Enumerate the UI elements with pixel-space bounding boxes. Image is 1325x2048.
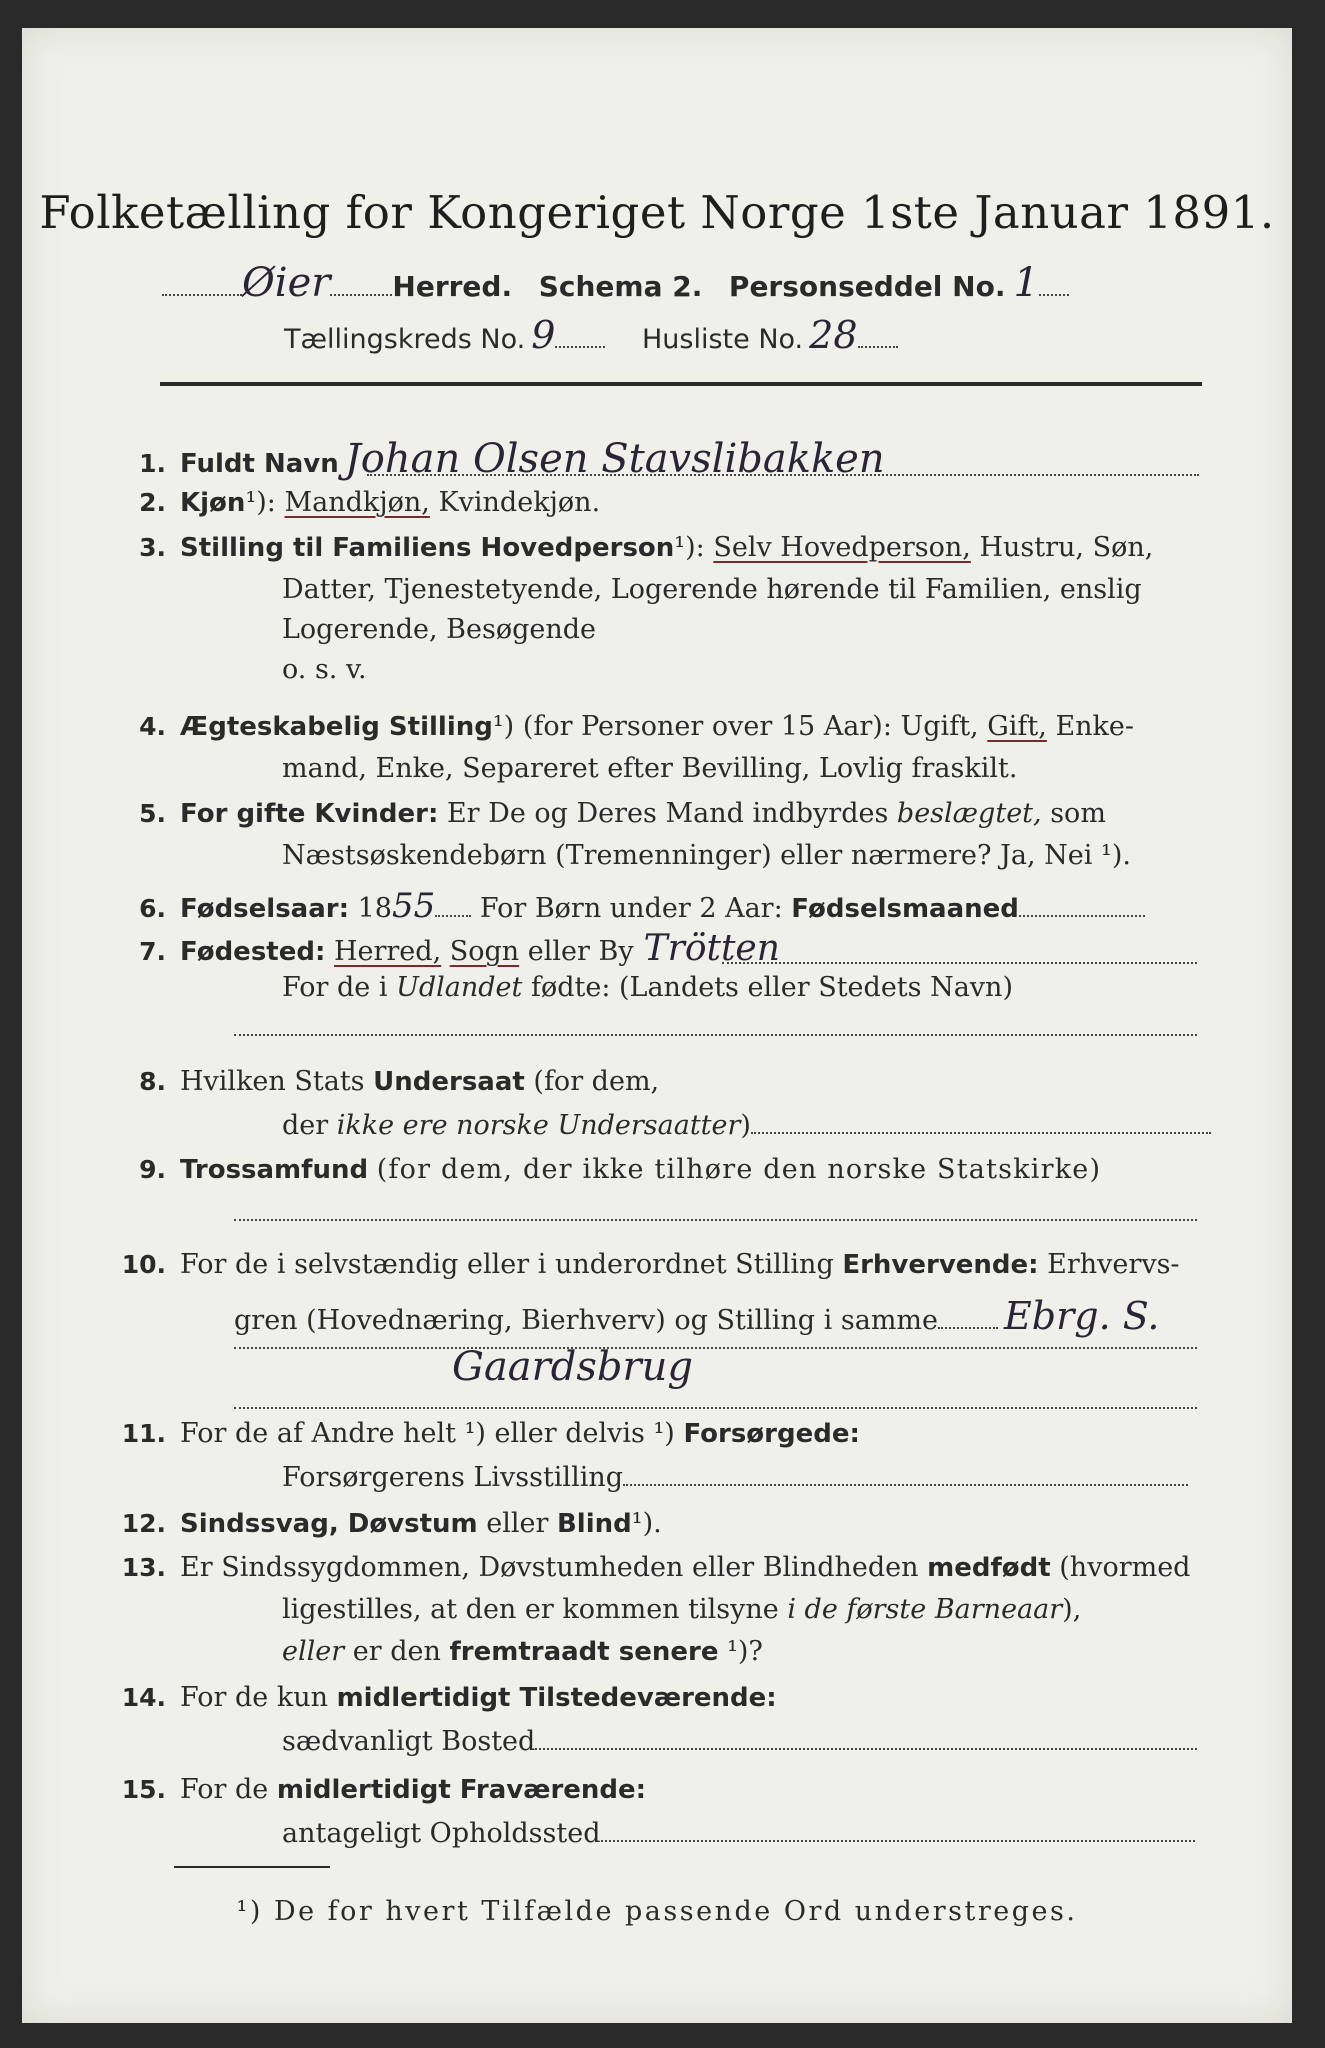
- husliste-value: 28: [809, 313, 858, 357]
- temp-absent-text: For de: [180, 1774, 269, 1805]
- abroad-line: [234, 1033, 1197, 1036]
- field-11: [114, 1418, 860, 1449]
- supported-label: Forsørgede:: [683, 1419, 860, 1449]
- field-13-number: 13.: [121, 1553, 166, 1582]
- field-8-number: 8.: [139, 1067, 166, 1096]
- field-15: [114, 1774, 646, 1805]
- personseddel-value: 1: [1013, 260, 1039, 306]
- family-position-sup: ¹):: [674, 532, 705, 563]
- footnote-rule: [174, 1866, 330, 1868]
- header-rule: [160, 382, 1202, 386]
- field-2: [114, 487, 600, 518]
- sex-label: Kjøn: [180, 488, 246, 518]
- family-position-selected: Selv Hovedperson,: [713, 532, 971, 563]
- temp-present-label: midlertidigt Tilstedeværende:: [336, 1683, 777, 1713]
- congenital-label: medfødt: [927, 1553, 1051, 1583]
- field-3-line2: Datter, Tjenestetyende, Logerende hørende til Familien, enslig: [282, 574, 1142, 605]
- field-1-number: 1.: [139, 449, 166, 478]
- marital-status-label: Ægteskabelig Stilling: [180, 712, 493, 742]
- congenital-line2a: ligestilles, at den er kommen tilsyne: [282, 1594, 779, 1625]
- birthplace-value: Trötten: [643, 928, 780, 969]
- field-11-number: 11.: [121, 1419, 166, 1448]
- abroad-italic: Udlandet: [396, 972, 523, 1003]
- field-10-number: 10.: [121, 1250, 166, 1279]
- personseddel-label: Personseddel No.: [728, 270, 1006, 303]
- married-women-text: Er De og Deres Mand indbyrdes: [446, 798, 889, 829]
- census-form-page: [22, 28, 1292, 2023]
- congenital-text2: (hvormed: [1059, 1552, 1191, 1583]
- taellingskreds-value: 9: [531, 313, 556, 357]
- field-9-number: 9.: [139, 1155, 166, 1184]
- birthplace-by-text: eller By: [527, 936, 634, 967]
- taellingskreds-label: Tællingskreds No.: [284, 324, 526, 355]
- field-5-number: 5.: [139, 799, 166, 828]
- marital-status-selected: Gift,: [987, 711, 1047, 742]
- field-14: [114, 1682, 777, 1713]
- field-12-number: 12.: [121, 1509, 166, 1538]
- congenital-line3-label: fremtraadt senere: [449, 1637, 719, 1667]
- congenital-line3-italic: eller: [282, 1636, 345, 1667]
- occupation-line-1: [234, 1346, 1197, 1349]
- field-4: [114, 711, 1134, 742]
- married-women-label: For gifte Kvinder:: [180, 799, 439, 829]
- footnote: ¹) De for hvert Tilfælde passende Ord understreges.: [236, 1896, 1078, 1927]
- religion-text: (for dem, der ikke tilhøre den norske Statskirke): [376, 1154, 1102, 1185]
- citizenship-der: der: [282, 1110, 329, 1141]
- occupation-label: Erhvervende:: [842, 1250, 1039, 1280]
- congenital-line2-italic: i de første Barneaar: [787, 1594, 1063, 1625]
- field-4-line2: mand, Enke, Separeret efter Bevilling, Lovlig fraskilt.: [282, 753, 1018, 784]
- congenital-line3b: ¹)?: [727, 1636, 763, 1667]
- field-10-value2: [452, 1344, 693, 1390]
- field-2-number: 2.: [139, 488, 166, 517]
- field-4-number: 4.: [139, 712, 166, 741]
- marital-status-sup: ¹): [492, 711, 515, 742]
- temp-present-text: For de kun: [180, 1682, 328, 1713]
- birthplace-sogn: Sogn: [449, 936, 520, 967]
- citizenship-text: Hvilken Stats: [180, 1066, 365, 1097]
- congenital-line2b: ),: [1062, 1594, 1082, 1625]
- field-11-line2: [282, 1462, 1188, 1493]
- congenital-line3a: er den: [352, 1636, 441, 1667]
- birth-year-prefix: 18: [357, 893, 392, 924]
- disability-end: ¹).: [631, 1508, 662, 1539]
- field-8-line2: der ikke ere norske Undersaatter): [282, 1110, 1211, 1141]
- citizenship-label: Undersaat: [373, 1067, 525, 1097]
- sex-sup: ¹):: [245, 487, 276, 518]
- disability-blind: Blind: [556, 1509, 632, 1539]
- field-12: [114, 1508, 662, 1539]
- field-6-number: 6.: [139, 894, 166, 923]
- field-15-line2: [282, 1818, 1195, 1849]
- herred-value: Øier: [242, 260, 331, 306]
- full-name-value: Johan Olsen Stavslibakken: [344, 436, 885, 482]
- occupation-text2: Erhvervs-: [1047, 1249, 1180, 1280]
- usual-residence: sædvanligt Bosted: [282, 1726, 536, 1757]
- abroad-text-b: fødte: (Landets eller Stedets Navn): [530, 972, 1013, 1003]
- birthplace-herred: Herred,: [333, 936, 442, 967]
- header-herred-line: [162, 260, 1069, 306]
- sex-option-male: Mandkjøn,: [284, 487, 430, 518]
- family-position-options: Hustru, Søn,: [979, 532, 1154, 563]
- field-10-line2: [234, 1294, 1160, 1338]
- family-position-label: Stilling til Familiens Hovedperson: [180, 533, 675, 563]
- birth-year-label: Fødselsaar:: [180, 894, 349, 924]
- field-5-line2: Næstsøskendebørn (Tremenninger) eller nærmere? Ja, Nei ¹).: [282, 840, 1131, 871]
- field-3-number: 3.: [139, 533, 166, 562]
- disability-eller: eller: [486, 1508, 549, 1539]
- field-3-line3: Logerende, Besøgende: [282, 614, 596, 645]
- birth-month-text: For Børn under 2 Aar:: [479, 893, 783, 924]
- citizenship-text2: (for dem,: [533, 1066, 660, 1097]
- disability-label: Sindssvag, Døvstum: [180, 1509, 478, 1539]
- occupation-value-1: Ebrg. S.: [1004, 1294, 1160, 1338]
- field-8: [114, 1066, 659, 1097]
- field-13-line3: [282, 1636, 763, 1667]
- occupation-text: For de i selvstændig eller i underordnet Stilling: [180, 1249, 834, 1280]
- married-women-italic: beslægtet,: [896, 798, 1042, 829]
- schema-label: Schema 2.: [538, 270, 703, 303]
- birthplace-label: Fødested:: [180, 937, 326, 967]
- temp-absent-label: midlertidigt Fraværende:: [276, 1775, 647, 1805]
- field-13: [114, 1552, 1190, 1583]
- field-9: [114, 1154, 1101, 1185]
- field-3: [114, 532, 1153, 563]
- field-7-line2: [282, 972, 1013, 1003]
- field-7: [114, 928, 780, 969]
- occupation-value-2: Gaardsbrug: [452, 1344, 693, 1390]
- full-name-line: [367, 473, 1199, 476]
- supported-text: For de af Andre helt ¹) eller delvis ¹): [180, 1418, 675, 1449]
- occupation-line-2: [234, 1406, 1197, 1409]
- field-6: [114, 886, 1145, 926]
- field-7-number: 7.: [139, 937, 166, 966]
- abroad-text-a: For de i: [282, 972, 388, 1003]
- field-5: [114, 798, 1106, 829]
- field-15-number: 15.: [121, 1775, 166, 1804]
- birth-year-value: 55: [391, 886, 436, 926]
- field-3-line4: o. s. v.: [282, 654, 367, 685]
- marital-status-text: (for Personer over 15 Aar): Ugift,: [522, 711, 979, 742]
- probable-residence: antageligt Opholdssted: [282, 1818, 601, 1849]
- herred-label: Herred.: [392, 270, 513, 303]
- citizenship-italic: ikke ere norske Undersaatter: [336, 1110, 741, 1141]
- sex-option-female: Kvindekjøn.: [438, 487, 601, 518]
- occupation-line2: gren (Hovednæring, Bierhverv) og Stilling i samme: [234, 1305, 939, 1336]
- congenital-text: Er Sindssygdommen, Døvstumheden eller Blindheden: [180, 1552, 919, 1583]
- religion-line: [234, 1218, 1197, 1221]
- header-kreds-line: [284, 313, 898, 357]
- field-10: [114, 1249, 1180, 1280]
- married-women-som: som: [1050, 798, 1106, 829]
- religion-label: Trossamfund: [180, 1155, 369, 1185]
- field-14-line2: [282, 1726, 1197, 1757]
- form-title: Folketælling for Kongeriget Norge 1ste Januar 1891.: [39, 186, 1275, 239]
- field-13-line2: [282, 1594, 1081, 1625]
- field-14-number: 14.: [121, 1683, 166, 1712]
- birth-month-label: Fødselsmaaned: [791, 894, 1019, 924]
- birthplace-line: [722, 961, 1197, 964]
- marital-status-enke: Enke-: [1055, 711, 1135, 742]
- full-name-label: Fuldt Navn: [180, 449, 339, 479]
- husliste-label: Husliste No.: [641, 324, 804, 355]
- supporter-occupation: Forsørgerens Livsstilling: [282, 1462, 624, 1493]
